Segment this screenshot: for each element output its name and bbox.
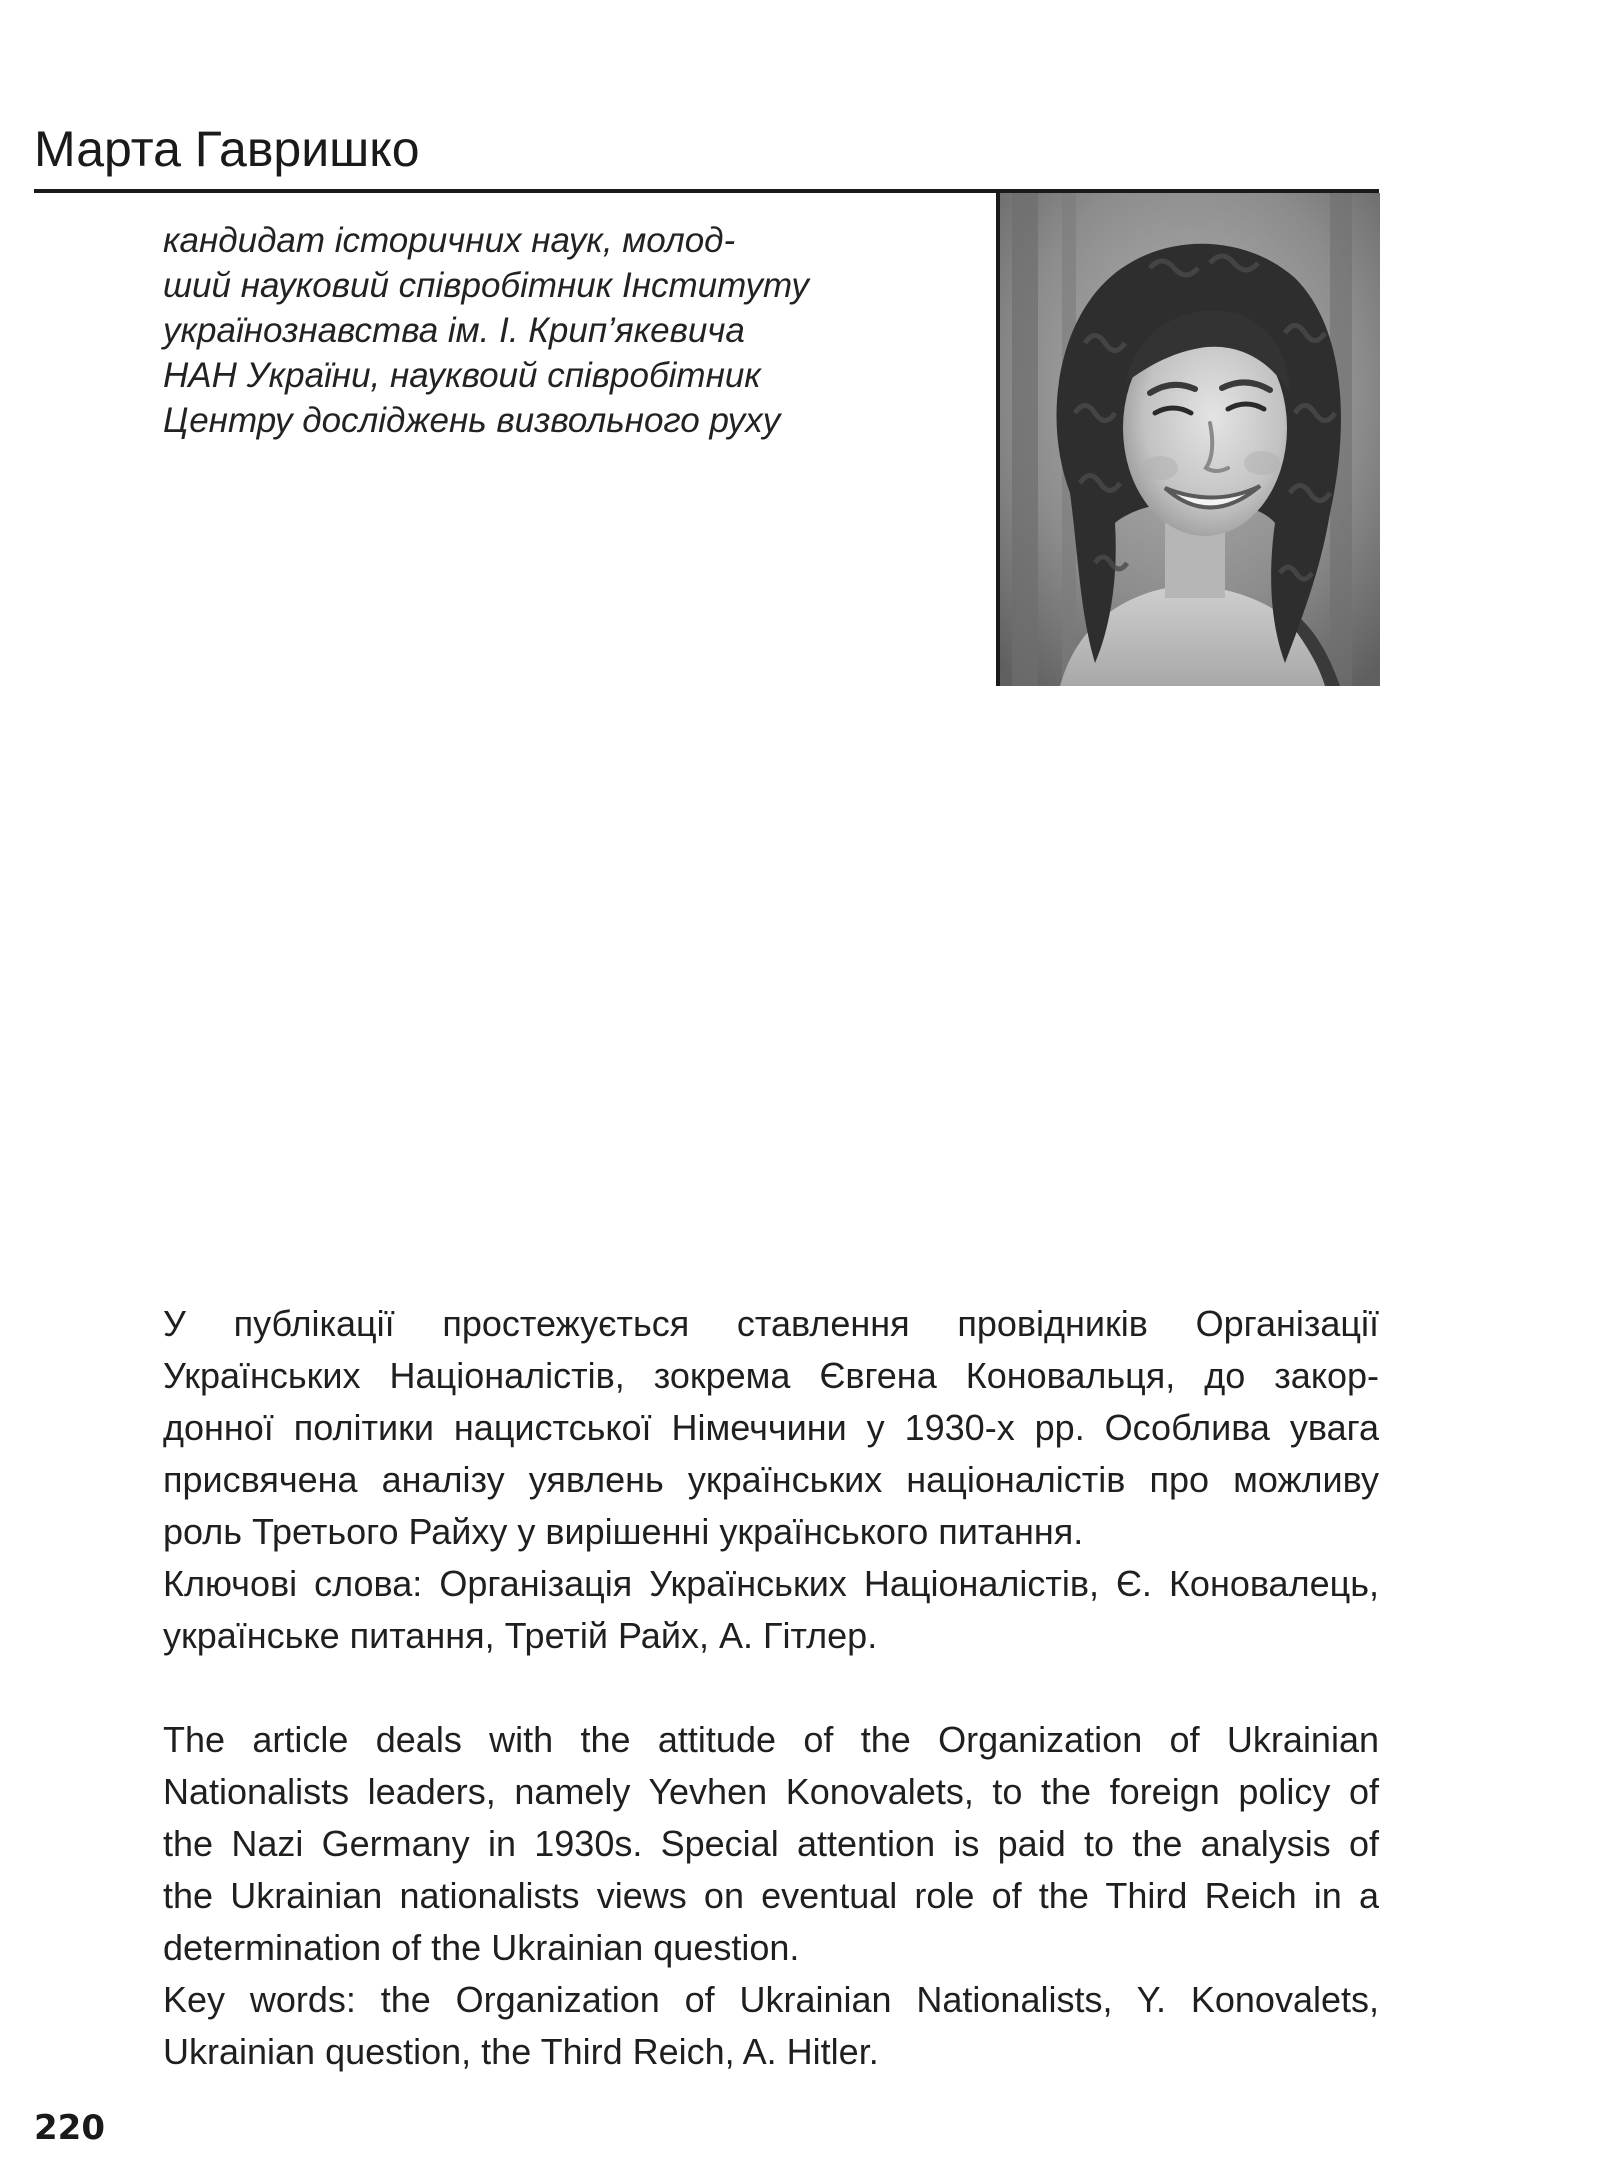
keywords-line: Ключові слова: Організація Українських Націоналістів, Є. Коновалець, xyxy=(163,1563,1379,1604)
keywords-line: українське питання, Третій Райх, А. Гітлер. xyxy=(163,1615,878,1656)
abstract-line: the Ukrainian nationalists views on eventual role of the Third Reich in a xyxy=(163,1875,1379,1916)
author-name: Марта Гавришко xyxy=(34,121,420,177)
abstract-line: Українських Націоналістів, зокрема Євгена Коновальця, до закор- xyxy=(163,1355,1379,1396)
affiliation-line: кандидат історичних наук, молод- xyxy=(163,221,736,260)
abstract-line: Nationalists leaders, namely Yevhen Konovalets, to the foreign policy of xyxy=(163,1771,1379,1812)
abstract-english xyxy=(163,1714,1379,2078)
page-number: 220 xyxy=(34,2108,105,2148)
affiliation-line: НАН України, науквоий співробітник xyxy=(163,356,761,395)
abstract-line: присвячена аналізу уявлень українських націоналістів про можливу xyxy=(163,1459,1379,1500)
author-affiliation xyxy=(163,218,983,443)
affiliation-line: українознавства ім. І. Крип’якевича xyxy=(163,311,745,350)
abstract-line: роль Третього Райху у вирішенні українського питання. xyxy=(163,1511,1084,1552)
author-portrait-icon xyxy=(1000,193,1380,686)
affiliation-line: ший науковий співробітник Інституту xyxy=(163,266,809,305)
affiliation-line: Центру досліджень визвольного руху xyxy=(163,401,781,440)
abstract-line: У публікації простежується ставлення провідників Організації xyxy=(163,1303,1379,1344)
author-portrait-photo xyxy=(996,193,1380,686)
abstract-line: the Nazi Germany in 1930s. Special attention is paid to the analysis of xyxy=(163,1823,1379,1864)
abstract-ukrainian xyxy=(163,1298,1379,1662)
keywords-line: Ukrainian question, the Third Reich, A. Hitler. xyxy=(163,2031,879,2072)
abstract-line: донної політики нацистської Німеччини у 1930-х рр. Особлива увага xyxy=(163,1407,1379,1448)
abstract-line: The article deals with the attitude of the Organization of Ukrainian xyxy=(163,1719,1379,1760)
abstract-line: determination of the Ukrainian question. xyxy=(163,1927,800,1968)
keywords-line: Key words: the Organization of Ukrainian Nationalists, Y. Konovalets, xyxy=(163,1979,1379,2020)
